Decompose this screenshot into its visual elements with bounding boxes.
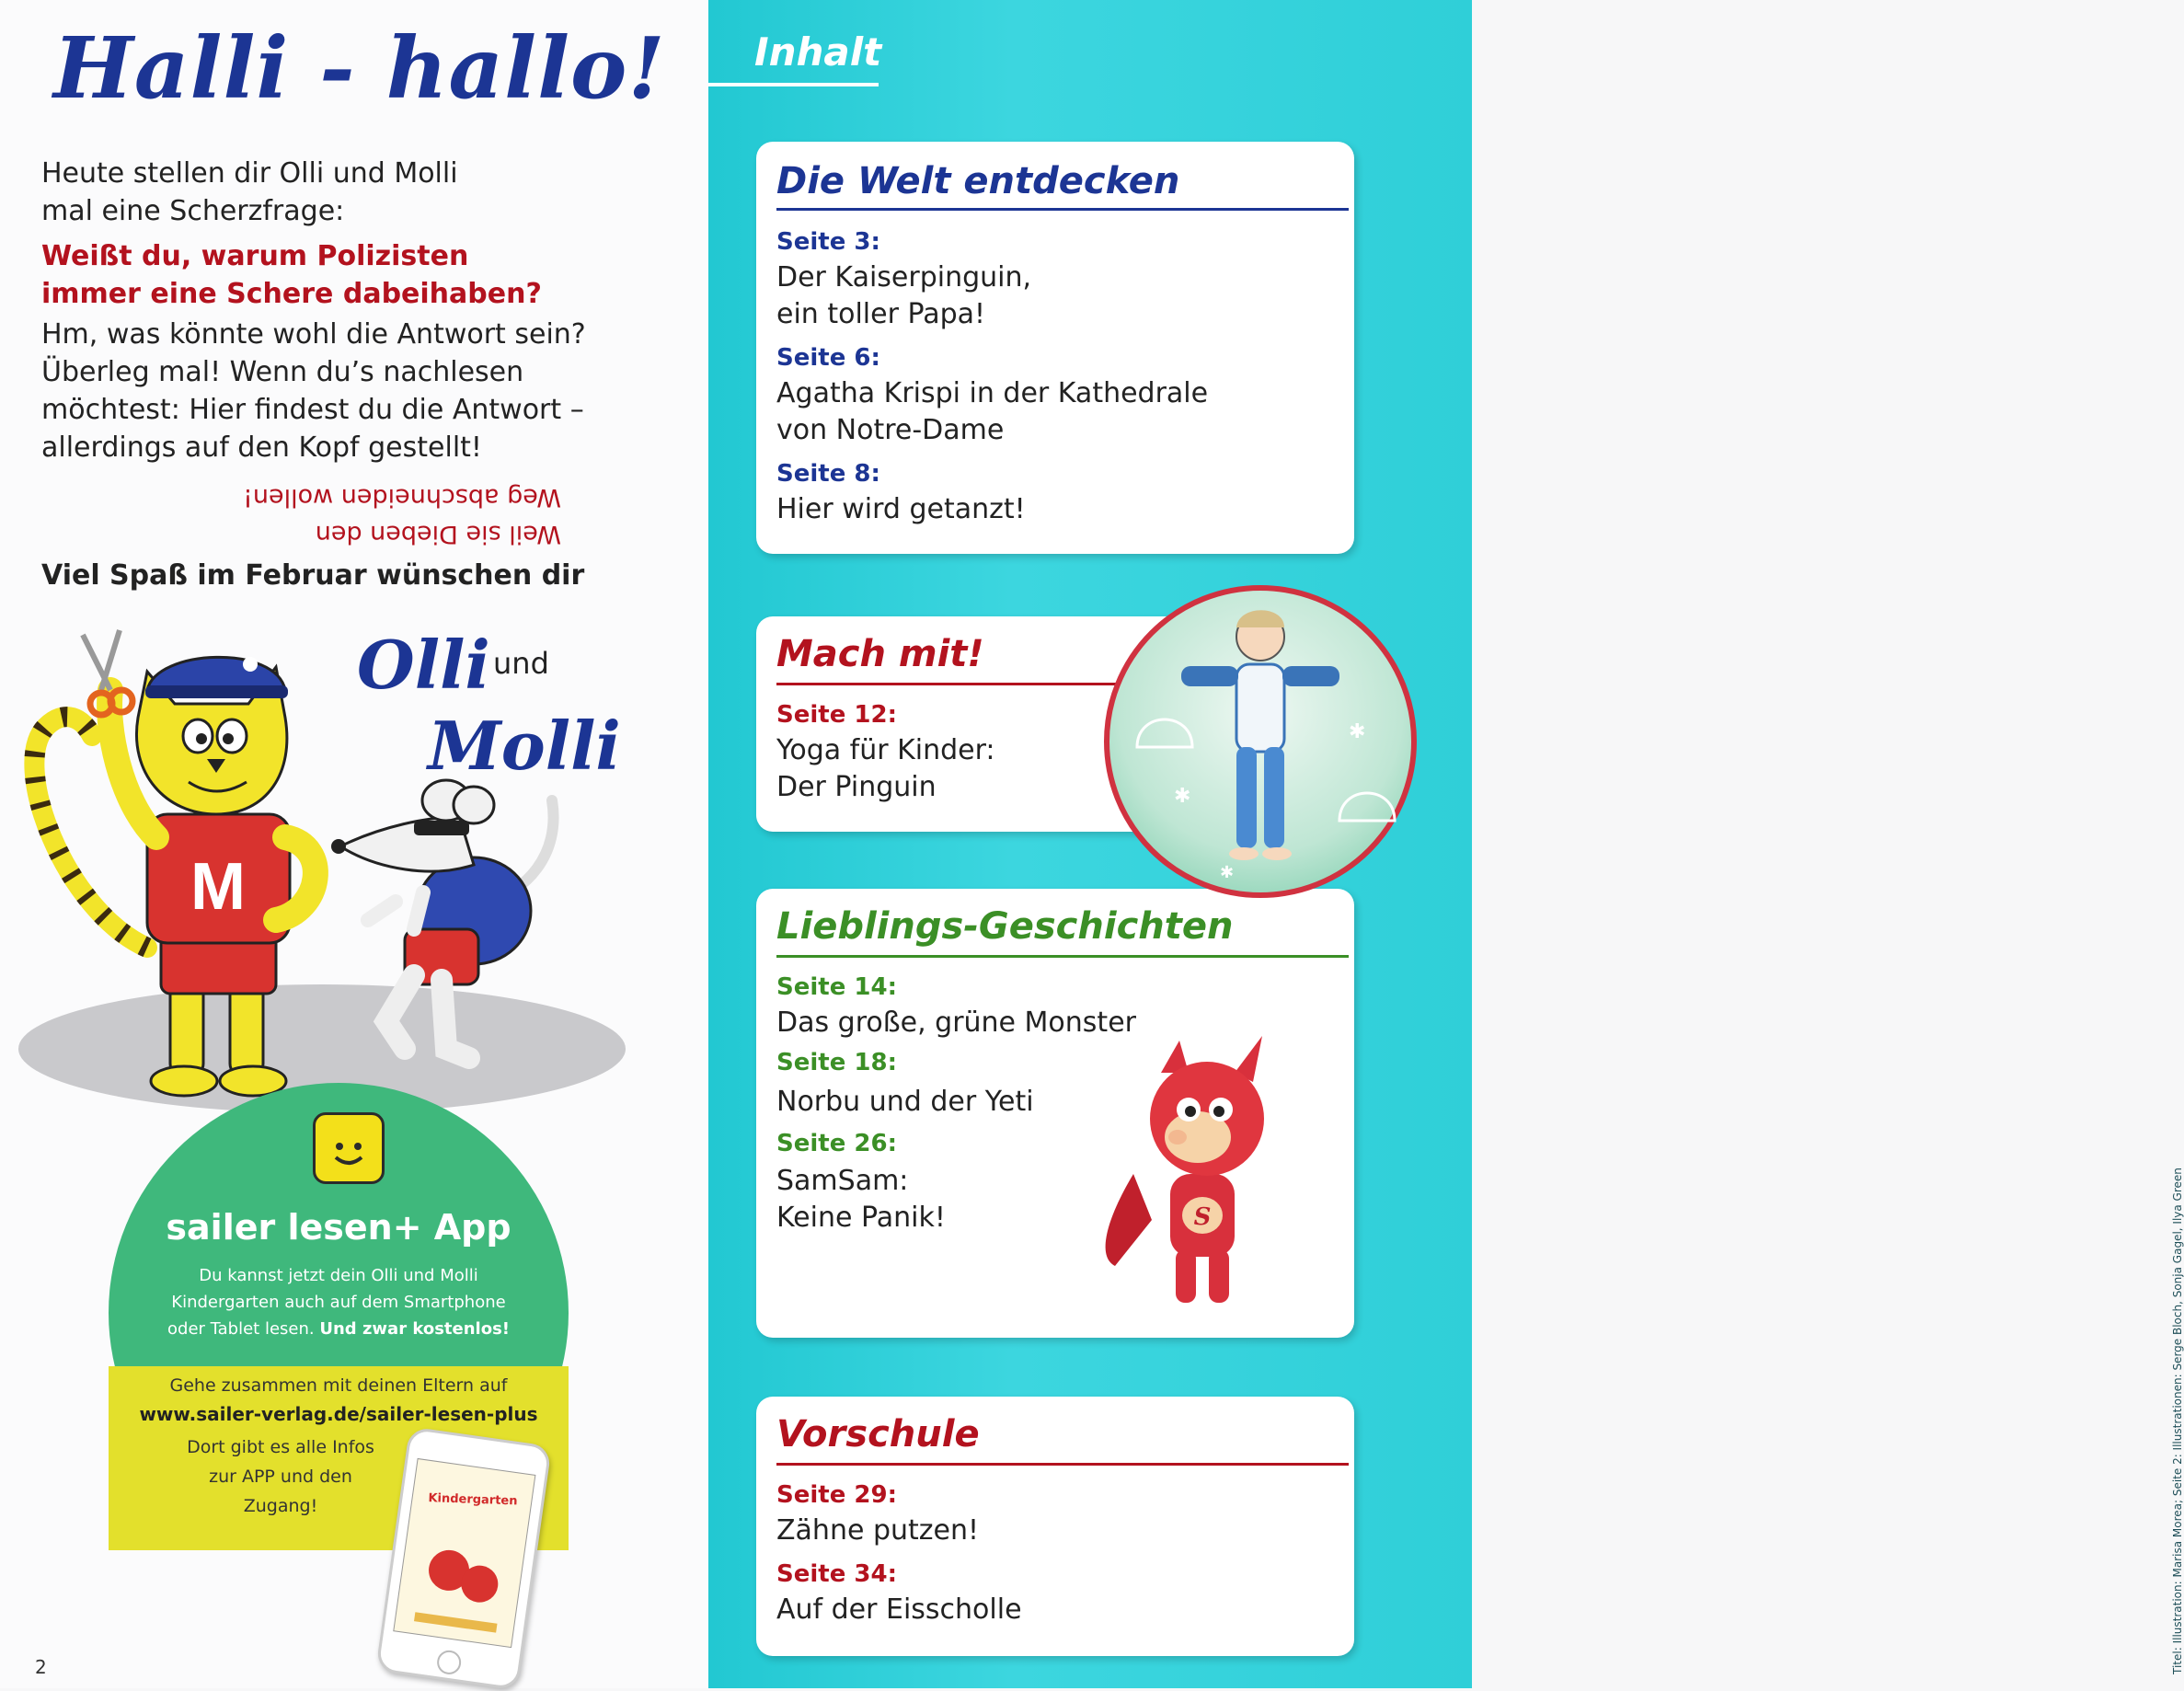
olli-molli-illustration xyxy=(9,616,653,1132)
entry-line: Zähne putzen! xyxy=(776,1514,980,1547)
app-parents-text: Gehe zusammen mit deinen Eltern auf xyxy=(169,1375,508,1396)
police-cap xyxy=(147,657,285,690)
entry-line: Das große, grüne Monster xyxy=(776,1007,1136,1039)
phone-screen xyxy=(393,1458,535,1648)
entry-line: Keine Panik! xyxy=(776,1202,946,1234)
hint-text xyxy=(41,316,639,466)
entry-line: Agatha Krispi in der Kathedrale xyxy=(776,377,1209,409)
section-title: Lieblings-Geschichten xyxy=(776,905,1234,948)
entry-page[interactable]: Seite 18: xyxy=(776,1049,897,1076)
entry-title[interactable] xyxy=(776,259,1031,333)
section-title: Die Welt entdecken xyxy=(776,160,1180,202)
svg-text:✱: ✱ xyxy=(1220,863,1235,882)
entry-title[interactable] xyxy=(776,1005,1136,1041)
app-book-icon xyxy=(313,1112,385,1184)
signature-molli: Molli xyxy=(428,707,621,785)
answer-line: Weg abschneiden wollen! xyxy=(243,483,561,512)
app-info-line: Zugang! xyxy=(243,1496,318,1516)
entry-line: Hier wird getanzt! xyxy=(776,493,1026,525)
entry-page[interactable]: Seite 14: xyxy=(776,973,897,1001)
entry-page[interactable]: Seite 29: xyxy=(776,1481,897,1509)
app-desc-line: Du kannst jetzt dein Olli und Molli xyxy=(199,1266,478,1285)
entry-page[interactable]: Seite 8: xyxy=(776,460,880,488)
app-title: sailer lesen+ App xyxy=(166,1207,512,1248)
phone-screen-title: Kindergarten xyxy=(428,1491,518,1509)
hero-emblem-letter: S xyxy=(1193,1203,1212,1231)
entry-title[interactable] xyxy=(776,1592,1022,1628)
app-desc-line: Kindergarten auch auf dem Smartphone xyxy=(171,1293,506,1312)
entry-page[interactable]: Seite 34: xyxy=(776,1560,897,1588)
section-rule xyxy=(776,1463,1349,1466)
section-rule xyxy=(776,955,1349,958)
app-info-text xyxy=(166,1432,396,1521)
wish-text: Viel Spaß im Februar wünschen dir xyxy=(41,559,585,592)
image-credits: Titel: Illustration: Marisa Morea; Seite 2: Illustrationen: Serge Bloch, Sonja Gagel, Ilya Green xyxy=(2171,1168,2184,1674)
app-url-link[interactable]: www.sailer-verlag.de/sailer-lesen-plus xyxy=(139,1403,538,1425)
section-title: Mach mit! xyxy=(776,633,984,675)
hint-line: möchtest: Hier findest du die Antwort – xyxy=(41,394,584,426)
intro-line: mal eine Scherzfrage: xyxy=(41,195,345,227)
entry-page[interactable]: Seite 12: xyxy=(776,701,897,729)
tiger-tail xyxy=(34,717,147,948)
svg-text:✱: ✱ xyxy=(1349,720,1366,743)
entry-title[interactable] xyxy=(776,491,1026,528)
entry-line: SamSam: xyxy=(776,1165,909,1197)
app-desc-bold: Und zwar kostenlos! xyxy=(319,1319,510,1339)
intro-text xyxy=(41,155,630,230)
entry-line: Der Kaiserpinguin, xyxy=(776,261,1032,293)
entry-title[interactable] xyxy=(776,732,995,806)
entry-title[interactable] xyxy=(776,1513,979,1549)
section-card-welt xyxy=(756,142,1354,554)
contents-heading-rule xyxy=(708,83,879,86)
entry-line: Yoga für Kinder: xyxy=(776,734,995,766)
scissors-icon xyxy=(83,630,132,715)
upside-down-answer xyxy=(156,478,561,552)
section-card-lieblings xyxy=(756,889,1354,1338)
shirt-letter: M xyxy=(190,850,246,924)
entry-page[interactable]: Seite 6: xyxy=(776,344,880,372)
entry-line: Auf der Eisscholle xyxy=(776,1593,1022,1626)
entry-title[interactable] xyxy=(776,1163,946,1237)
entry-page[interactable]: Seite 3: xyxy=(776,228,880,256)
signature-und: und xyxy=(493,646,549,681)
question-line: immer eine Schere dabeihaben? xyxy=(41,278,542,310)
signature-olli: Olli xyxy=(357,626,490,704)
app-description xyxy=(145,1262,532,1342)
entry-line: ein toller Papa! xyxy=(776,298,986,330)
greeting-title: Halli - hallo! xyxy=(53,18,666,118)
app-desc-line: oder Tablet lesen. xyxy=(167,1319,315,1339)
joke-question xyxy=(41,237,630,313)
yoga-child-illustration xyxy=(1104,585,1417,898)
section-rule xyxy=(776,208,1349,211)
left-page xyxy=(0,0,708,1688)
app-info-line: zur APP und den xyxy=(209,1467,352,1487)
phone-home-button xyxy=(435,1649,462,1675)
app-info-line: Dort gibt es alle Infos xyxy=(187,1437,374,1457)
intro-line: Heute stellen dir Olli und Molli xyxy=(41,157,458,190)
entry-title[interactable] xyxy=(776,1084,1034,1121)
entry-page[interactable]: Seite 26: xyxy=(776,1130,897,1157)
hint-line: allerdings auf den Kopf gestellt! xyxy=(41,431,482,464)
section-title: Vorschule xyxy=(776,1413,980,1455)
entry-title[interactable] xyxy=(776,375,1208,449)
samsam-hero-illustration xyxy=(1097,1036,1299,1312)
contents-heading: Inhalt xyxy=(754,29,882,75)
svg-text:✱: ✱ xyxy=(1174,785,1191,808)
answer-line: Weil sie Dieben den xyxy=(315,520,561,548)
hint-line: Überleg mal! Wenn du’s nachlesen xyxy=(41,356,524,388)
entry-line: Der Pinguin xyxy=(776,771,937,803)
entry-line: Norbu und der Yeti xyxy=(776,1086,1034,1118)
section-rule xyxy=(776,683,1144,685)
entry-line: von Notre-Dame xyxy=(776,414,1005,446)
hint-line: Hm, was könnte wohl die Antwort sein? xyxy=(41,318,586,351)
page-number: 2 xyxy=(35,1656,47,1678)
section-card-vorschule xyxy=(756,1397,1354,1656)
question-line: Weißt du, warum Polizisten xyxy=(41,240,469,272)
